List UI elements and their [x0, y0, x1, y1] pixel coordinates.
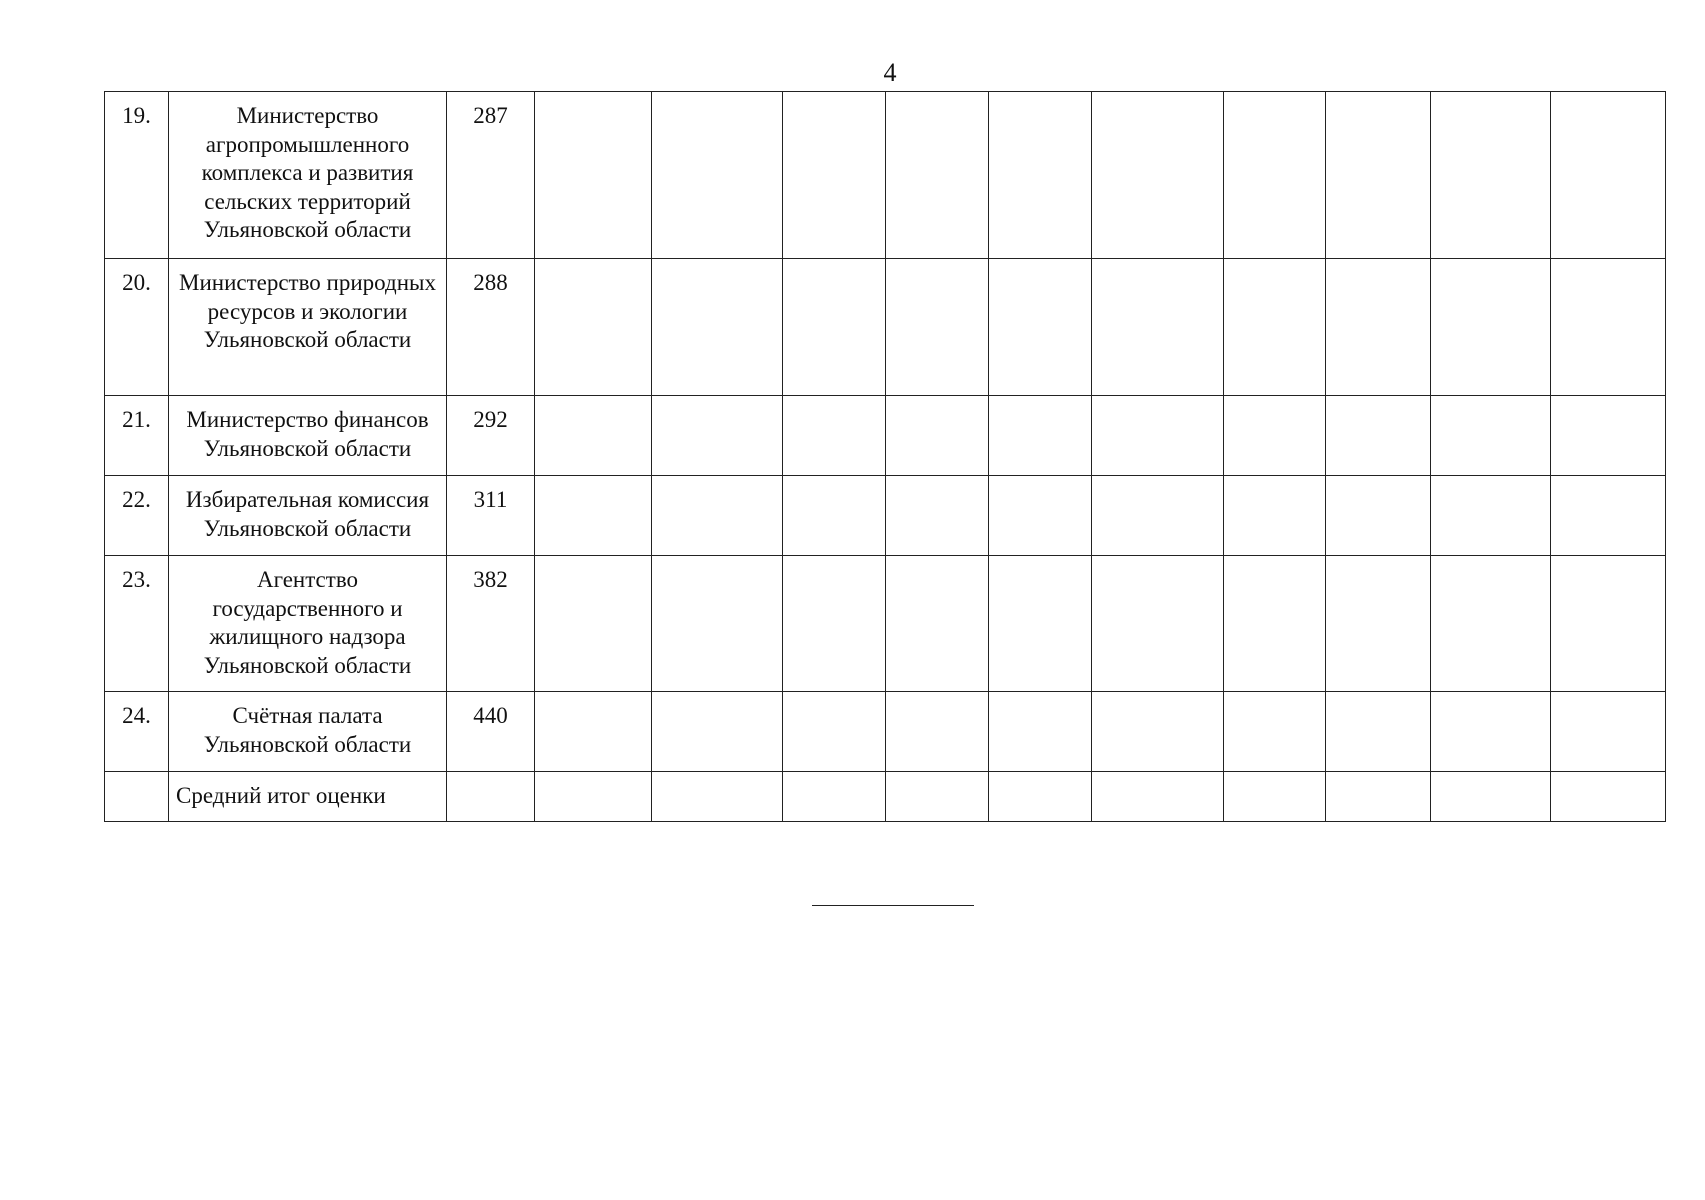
- table-row: [105, 396, 1666, 476]
- row-number: 20.: [105, 259, 169, 396]
- score-cell: [652, 772, 783, 822]
- score-cell: [535, 692, 652, 772]
- score-cell: [886, 259, 989, 396]
- table-row: [105, 556, 1666, 692]
- table-row: [105, 476, 1666, 556]
- score-cell: [783, 476, 886, 556]
- table-row: [105, 259, 1666, 396]
- row-number: 23.: [105, 556, 169, 692]
- score-cell: [652, 396, 783, 476]
- score-cell: [1551, 772, 1666, 822]
- assessment-table: [104, 91, 1666, 822]
- organization-name: Министерство природных ресурсов и экологии Ульяновской области: [169, 259, 447, 396]
- score-cell: [1431, 476, 1551, 556]
- score-cell: [989, 259, 1092, 396]
- score-cell: [783, 772, 886, 822]
- score-cell: [1224, 692, 1326, 772]
- score-cell: [886, 92, 989, 259]
- score-cell: [1326, 259, 1431, 396]
- score-cell: [886, 396, 989, 476]
- score-cell: [1326, 556, 1431, 692]
- score-cell: [1431, 772, 1551, 822]
- organization-code: 311: [447, 476, 535, 556]
- total-label: Средний итог оценки: [169, 772, 447, 822]
- score-cell: [652, 692, 783, 772]
- row-number: 24.: [105, 692, 169, 772]
- page-number: 4: [883, 58, 897, 87]
- score-cell: [783, 396, 886, 476]
- total-number-cell: [105, 772, 169, 822]
- score-cell: [1092, 772, 1224, 822]
- score-cell: [989, 772, 1092, 822]
- total-row: [105, 772, 1666, 822]
- score-cell: [535, 92, 652, 259]
- score-cell: [1551, 476, 1666, 556]
- organization-code: 382: [447, 556, 535, 692]
- score-cell: [989, 476, 1092, 556]
- score-cell: [989, 556, 1092, 692]
- score-cell: [1431, 556, 1551, 692]
- organization-name: Агентство государственного и жилищного надзора Ульяновской области: [169, 556, 447, 692]
- score-cell: [652, 556, 783, 692]
- table-row: [105, 692, 1666, 772]
- score-cell: [535, 476, 652, 556]
- organization-code: 287: [447, 92, 535, 259]
- score-cell: [652, 259, 783, 396]
- closing-rule: [812, 905, 974, 906]
- score-cell: [1092, 692, 1224, 772]
- organization-code: 288: [447, 259, 535, 396]
- score-cell: [1224, 259, 1326, 396]
- organization-code: 440: [447, 692, 535, 772]
- score-cell: [1431, 259, 1551, 396]
- score-cell: [783, 692, 886, 772]
- score-cell: [1224, 396, 1326, 476]
- organization-name: Избирательная комиссия Ульяновской области: [169, 476, 447, 556]
- score-cell: [783, 259, 886, 396]
- organization-name: Министерство агропромышленного комплекса и развития сельских территорий Ульяновской области: [169, 92, 447, 259]
- table-body: [105, 92, 1666, 822]
- score-cell: [989, 692, 1092, 772]
- score-cell: [989, 396, 1092, 476]
- score-cell: [1092, 556, 1224, 692]
- score-cell: [783, 92, 886, 259]
- score-cell: [1551, 259, 1666, 396]
- score-cell: [1431, 692, 1551, 772]
- score-cell: [1551, 396, 1666, 476]
- total-code-cell: [447, 772, 535, 822]
- table-row: [105, 92, 1666, 259]
- score-cell: [1224, 476, 1326, 556]
- score-cell: [1326, 92, 1431, 259]
- score-cell: [1092, 396, 1224, 476]
- score-cell: [1551, 556, 1666, 692]
- score-cell: [535, 556, 652, 692]
- score-cell: [1092, 92, 1224, 259]
- score-cell: [989, 92, 1092, 259]
- score-cell: [535, 259, 652, 396]
- score-cell: [1431, 92, 1551, 259]
- score-cell: [886, 772, 989, 822]
- score-cell: [652, 476, 783, 556]
- score-cell: [1092, 259, 1224, 396]
- score-cell: [535, 396, 652, 476]
- score-cell: [886, 556, 989, 692]
- score-cell: [1326, 772, 1431, 822]
- score-cell: [886, 692, 989, 772]
- score-cell: [652, 92, 783, 259]
- score-cell: [1224, 92, 1326, 259]
- score-cell: [1551, 92, 1666, 259]
- row-number: 21.: [105, 396, 169, 476]
- score-cell: [1092, 476, 1224, 556]
- score-cell: [1326, 692, 1431, 772]
- score-cell: [886, 476, 989, 556]
- score-cell: [783, 556, 886, 692]
- score-cell: [1224, 772, 1326, 822]
- row-number: 19.: [105, 92, 169, 259]
- organization-code: 292: [447, 396, 535, 476]
- score-cell: [1224, 556, 1326, 692]
- score-cell: [1326, 396, 1431, 476]
- score-cell: [1326, 476, 1431, 556]
- score-cell: [535, 772, 652, 822]
- row-number: 22.: [105, 476, 169, 556]
- score-cell: [1551, 692, 1666, 772]
- score-cell: [1431, 396, 1551, 476]
- organization-name: Счётная палата Ульяновской области: [169, 692, 447, 772]
- organization-name: Министерство финансов Ульяновской области: [169, 396, 447, 476]
